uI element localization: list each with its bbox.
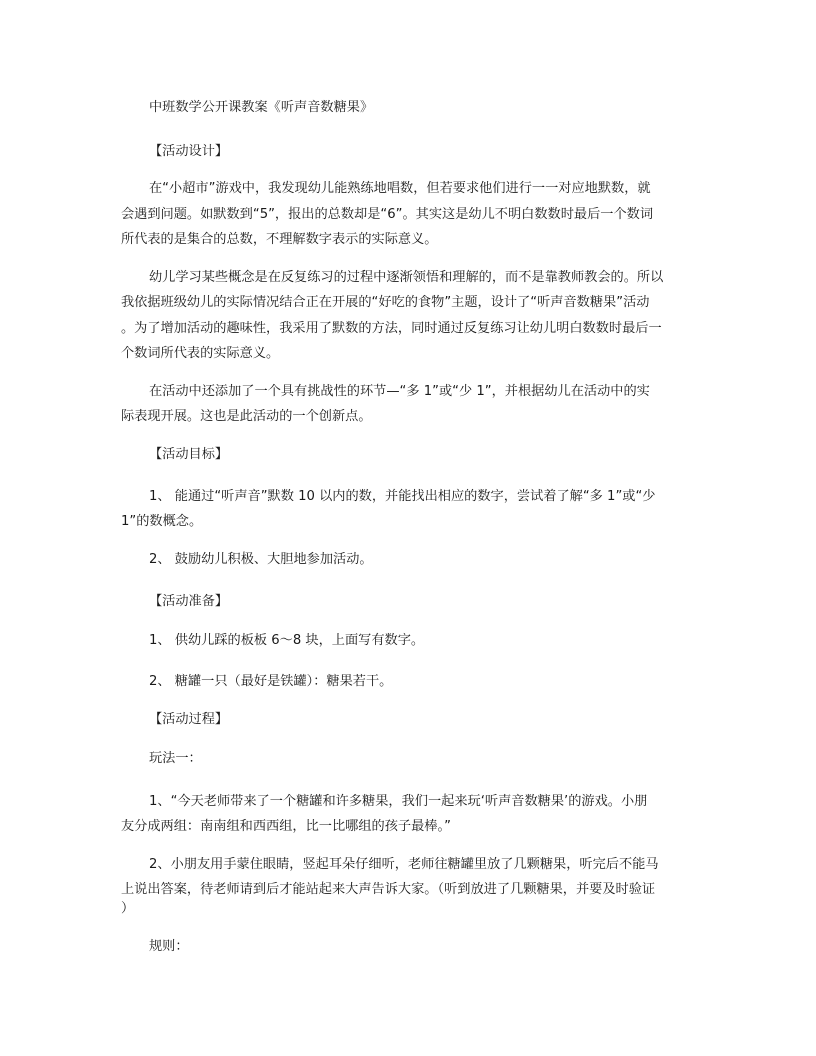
paragraph-line: 2、 糖罐一只（最好是铁罐）：糖果若干。 [149, 674, 393, 689]
paragraph-line: 友分成两组：南南组和西西组，比一比哪组的孩子最棒。” [121, 819, 451, 834]
section-heading-design: 【活动设计】 [149, 144, 229, 159]
section-heading-goals: 【活动目标】 [149, 447, 229, 462]
paragraph-line: 所代表的是集合的总数，不理解数字表示的实际意义。 [121, 232, 438, 247]
paragraph-line: 上说出答案，待老师请到后才能站起来大声告诉大家。（听到放进了几颗糖果，并要及时验证 [121, 882, 656, 897]
paragraph-line: 我依据班级幼儿的实际情况结合正在开展的“好吃的食物”主题，设计了“听声音数糖果”活动 [121, 295, 650, 310]
section-heading-process: 【活动过程】 [149, 712, 229, 727]
paragraph-line: 玩法一： [149, 751, 202, 766]
paragraph-line: 际表现开展。这也是此活动的一个创新点。 [121, 409, 372, 424]
paragraph-line: 规则： [149, 939, 189, 954]
section-heading-preparation: 【活动准备】 [149, 594, 229, 609]
paragraph-line: 1、 供幼儿踩的板板 6～8 块，上面写有数字。 [149, 633, 425, 648]
paragraph-line: 个数词所代表的实际意义。 [121, 346, 280, 361]
paragraph-line: ） [121, 901, 135, 916]
paragraph-line: 2、 鼓励幼儿积极、大胆地参加活动。 [149, 552, 373, 567]
document-title: 中班数学公开课教案《听声音数糖果》 [149, 100, 374, 115]
paragraph-line: 1、 能通过“听声音”默数 10 以内的数，并能找出相应的数字，尝试着了解“多 1”或“少 [149, 489, 656, 504]
paragraph-line: 在“小超市”游戏中，我发现幼儿能熟练地唱数，但若要求他们进行一一对应地默数，就 [149, 181, 651, 196]
paragraph-line: 。为了增加活动的趣味性，我采用了默数的方法，同时通过反复练习让幼儿明白数数时最后一 [121, 321, 662, 336]
paragraph-line: 会遇到问题。如默数到“5”，报出的总数却是“6”。其实这是幼儿不明白数数时最后一个数词 [121, 207, 654, 222]
paragraph-line: 2、小朋友用手蒙住眼睛，竖起耳朵仔细听，老师往糖罐里放了几颗糖果，听完后不能马 [149, 857, 659, 872]
paragraph-line: 1、“今天老师带来了一个糖罐和许多糖果，我们一起来玩‘听声音数糖果’的游戏。小朋 [149, 794, 648, 809]
paragraph-line: 在活动中还添加了一个具有挑战性的环节—“多 1”或“少 1”，并根据幼儿在活动中的实 [149, 384, 650, 399]
paragraph-line: 1”的数概念。 [121, 514, 203, 529]
paragraph-line: 幼儿学习某些概念是在反复练习的过程中逐渐领悟和理解的，而不是靠教师教会的。所以 [149, 270, 664, 285]
